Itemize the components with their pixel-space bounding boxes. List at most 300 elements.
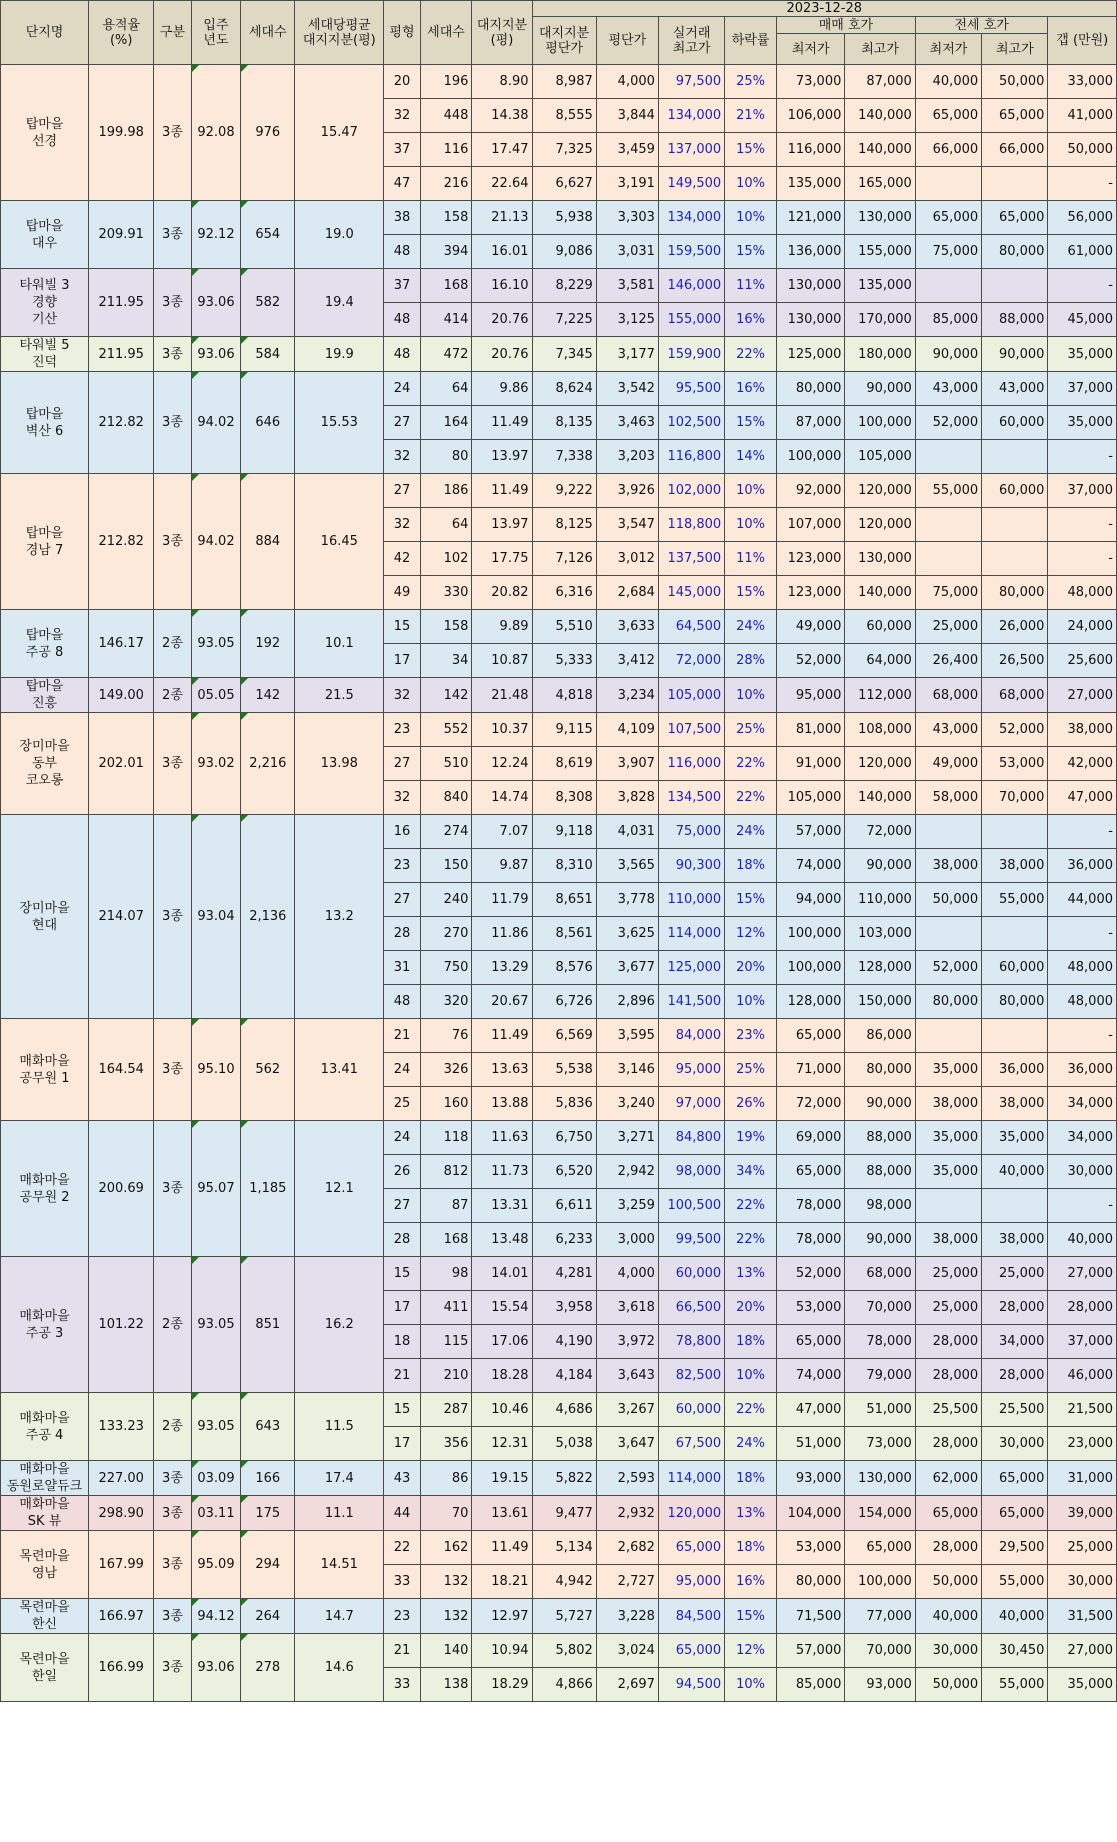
total-households: 584	[241, 337, 295, 372]
total-households: 1,185	[241, 1121, 295, 1257]
cell-land-price: 9,086	[532, 235, 596, 269]
header-land-price: 대지지분 평단가	[532, 17, 596, 65]
cell-real-max: 78,800	[658, 1325, 724, 1359]
cell-sale-min: 93,000	[777, 1461, 845, 1496]
cell-pyeong-price: 2,682	[596, 1531, 658, 1565]
move-in-year: 92.12	[191, 201, 241, 269]
cell-land: 16.10	[472, 269, 532, 303]
cell-gap: 31,000	[1048, 1461, 1117, 1496]
cell-land: 22.64	[472, 167, 532, 201]
cell-pyeong-price: 3,012	[596, 542, 658, 576]
cell-land: 18.29	[472, 1668, 532, 1702]
cell-real-max: 145,000	[658, 576, 724, 610]
cell-jeonse-min	[915, 1019, 981, 1053]
header-jeonse-min: 최저가	[915, 34, 981, 65]
cell-land-price: 4,190	[532, 1325, 596, 1359]
zone-type: 2종	[154, 678, 191, 713]
total-households: 643	[241, 1393, 295, 1461]
cell-unit-households: 240	[420, 883, 472, 917]
cell-pyeong: 28	[384, 1223, 420, 1257]
cell-sale-max: 70,000	[845, 1291, 915, 1325]
cell-drop-rate: 10%	[725, 167, 777, 201]
cell-sale-min: 57,000	[777, 815, 845, 849]
cell-jeonse-max: 26,000	[982, 610, 1048, 644]
header-date: 2023-12-28	[532, 1, 1117, 17]
cell-real-max: 65,000	[658, 1634, 724, 1668]
cell-sale-min: 81,000	[777, 713, 845, 747]
cell-real-max: 137,000	[658, 133, 724, 167]
cell-pyeong-price: 3,625	[596, 917, 658, 951]
cell-jeonse-max	[982, 1019, 1048, 1053]
cell-jeonse-min: 55,000	[915, 474, 981, 508]
cell-jeonse-min: 49,000	[915, 747, 981, 781]
cell-pyeong-price: 4,000	[596, 65, 658, 99]
zone-type: 3종	[154, 815, 191, 1019]
avg-land-share: 11.1	[295, 1496, 384, 1531]
move-in-year: 93.05	[191, 1257, 241, 1393]
cell-land: 11.49	[472, 406, 532, 440]
cell-land: 9.86	[472, 372, 532, 406]
cell-sale-min: 47,000	[777, 1393, 845, 1427]
cell-drop-rate: 10%	[725, 1359, 777, 1393]
cell-pyeong-price: 3,633	[596, 610, 658, 644]
header-avg-land: 세대당평균 대지지분(평)	[295, 1, 384, 65]
cell-drop-rate: 22%	[725, 1223, 777, 1257]
cell-drop-rate: 10%	[725, 201, 777, 235]
cell-sale-max: 98,000	[845, 1189, 915, 1223]
cell-gap: -	[1048, 1019, 1117, 1053]
cell-jeonse-min: 30,000	[915, 1634, 981, 1668]
cell-real-max: 75,000	[658, 815, 724, 849]
cell-pyeong-price: 3,177	[596, 337, 658, 372]
cell-real-max: 94,500	[658, 1668, 724, 1702]
floor-area-ratio: 166.99	[89, 1634, 154, 1702]
cell-land-price: 8,987	[532, 65, 596, 99]
cell-pyeong: 15	[384, 1393, 420, 1427]
cell-sale-min: 135,000	[777, 167, 845, 201]
cell-land-price: 6,569	[532, 1019, 596, 1053]
cell-jeonse-min: 65,000	[915, 201, 981, 235]
header-pyeong-price: 평단가	[596, 17, 658, 65]
cell-land-price: 5,538	[532, 1053, 596, 1087]
total-households: 851	[241, 1257, 295, 1393]
cell-sale-min: 92,000	[777, 474, 845, 508]
cell-gap: 37,000	[1048, 474, 1117, 508]
cell-sale-min: 53,000	[777, 1291, 845, 1325]
cell-sale-min: 87,000	[777, 406, 845, 440]
cell-sale-max: 93,000	[845, 1668, 915, 1702]
cell-pyeong-price: 3,647	[596, 1427, 658, 1461]
cell-pyeong-price: 3,267	[596, 1393, 658, 1427]
cell-real-max: 159,900	[658, 337, 724, 372]
cell-unit-households: 142	[420, 678, 472, 713]
cell-land-price: 5,822	[532, 1461, 596, 1496]
cell-pyeong-price: 3,926	[596, 474, 658, 508]
move-in-year: 93.05	[191, 610, 241, 678]
cell-sale-min: 128,000	[777, 985, 845, 1019]
total-households: 884	[241, 474, 295, 610]
table-row	[1, 1496, 1117, 1531]
cell-unit-households: 472	[420, 337, 472, 372]
cell-unit-households: 118	[420, 1121, 472, 1155]
avg-land-share: 16.45	[295, 474, 384, 610]
cell-jeonse-max: 40,000	[982, 1599, 1048, 1634]
cell-pyeong-price: 3,547	[596, 508, 658, 542]
cell-sale-max: 140,000	[845, 781, 915, 815]
complex-name: 매화마을 SK 뷰	[1, 1496, 89, 1531]
cell-unit-households: 70	[420, 1496, 472, 1531]
cell-pyeong: 21	[384, 1634, 420, 1668]
cell-drop-rate: 15%	[725, 1599, 777, 1634]
cell-gap: 46,000	[1048, 1359, 1117, 1393]
avg-land-share: 10.1	[295, 610, 384, 678]
cell-jeonse-max	[982, 508, 1048, 542]
cell-sale-min: 57,000	[777, 1634, 845, 1668]
header-gap: 갭 (만원)	[1048, 17, 1117, 65]
cell-land-price: 5,510	[532, 610, 596, 644]
cell-jeonse-max: 55,000	[982, 883, 1048, 917]
cell-jeonse-min: 65,000	[915, 1496, 981, 1531]
complex-name: 매화마을 동원로얄듀크	[1, 1461, 89, 1496]
cell-drop-rate: 15%	[725, 235, 777, 269]
floor-area-ratio: 133.23	[89, 1393, 154, 1461]
cell-gap: 39,000	[1048, 1496, 1117, 1531]
header-far: 용적율 (%)	[89, 1, 154, 65]
cell-unit-households: 552	[420, 713, 472, 747]
cell-jeonse-max: 68,000	[982, 678, 1048, 713]
cell-sale-min: 80,000	[777, 372, 845, 406]
cell-sale-min: 71,500	[777, 1599, 845, 1634]
cell-jeonse-min: 58,000	[915, 781, 981, 815]
avg-land-share: 13.41	[295, 1019, 384, 1121]
cell-real-max: 66,500	[658, 1291, 724, 1325]
zone-type: 3종	[154, 713, 191, 815]
floor-area-ratio: 211.95	[89, 337, 154, 372]
cell-real-max: 125,000	[658, 951, 724, 985]
cell-sale-max: 130,000	[845, 1461, 915, 1496]
cell-drop-rate: 20%	[725, 1291, 777, 1325]
header-households: 세대수	[241, 1, 295, 65]
cell-jeonse-min	[915, 1189, 981, 1223]
cell-sale-max: 100,000	[845, 1565, 915, 1599]
cell-land: 11.86	[472, 917, 532, 951]
zone-type: 3종	[154, 1531, 191, 1599]
cell-unit-households: 76	[420, 1019, 472, 1053]
table-row	[1, 337, 1117, 372]
avg-land-share: 12.1	[295, 1121, 384, 1257]
cell-drop-rate: 26%	[725, 1087, 777, 1121]
complex-name: 목련마을 한일	[1, 1634, 89, 1702]
cell-sale-max: 120,000	[845, 747, 915, 781]
cell-sale-max: 90,000	[845, 1087, 915, 1121]
cell-jeonse-min: 75,000	[915, 576, 981, 610]
cell-sale-max: 180,000	[845, 337, 915, 372]
total-households: 264	[241, 1599, 295, 1634]
cell-pyeong-price: 3,234	[596, 678, 658, 713]
cell-pyeong-price: 2,684	[596, 576, 658, 610]
cell-unit-households: 140	[420, 1634, 472, 1668]
table-row	[1, 815, 1117, 849]
cell-land-price: 7,338	[532, 440, 596, 474]
floor-area-ratio: 199.98	[89, 65, 154, 201]
total-households: 278	[241, 1634, 295, 1702]
cell-gap: -	[1048, 917, 1117, 951]
cell-pyeong: 44	[384, 1496, 420, 1531]
cell-land: 10.37	[472, 713, 532, 747]
cell-pyeong: 26	[384, 1155, 420, 1189]
floor-area-ratio: 200.69	[89, 1121, 154, 1257]
avg-land-share: 19.4	[295, 269, 384, 337]
table-row	[1, 1531, 1117, 1565]
cell-drop-rate: 34%	[725, 1155, 777, 1189]
complex-name: 매화마을 공무원 1	[1, 1019, 89, 1121]
cell-jeonse-max	[982, 167, 1048, 201]
cell-jeonse-min	[915, 440, 981, 474]
cell-jeonse-min	[915, 917, 981, 951]
floor-area-ratio: 212.82	[89, 372, 154, 474]
cell-real-max: 97,000	[658, 1087, 724, 1121]
cell-jeonse-max	[982, 917, 1048, 951]
cell-sale-min: 85,000	[777, 1668, 845, 1702]
cell-gap: 23,000	[1048, 1427, 1117, 1461]
cell-drop-rate: 19%	[725, 1121, 777, 1155]
cell-land-price: 5,038	[532, 1427, 596, 1461]
cell-sale-min: 65,000	[777, 1325, 845, 1359]
header-sale-min: 최저가	[777, 34, 845, 65]
cell-real-max: 149,500	[658, 167, 724, 201]
cell-pyeong-price: 3,031	[596, 235, 658, 269]
cell-pyeong: 37	[384, 133, 420, 167]
cell-real-max: 116,800	[658, 440, 724, 474]
cell-pyeong-price: 3,146	[596, 1053, 658, 1087]
cell-drop-rate: 16%	[725, 372, 777, 406]
cell-jeonse-max: 52,000	[982, 713, 1048, 747]
move-in-year: 94.12	[191, 1599, 241, 1634]
cell-land: 20.76	[472, 303, 532, 337]
cell-unit-households: 812	[420, 1155, 472, 1189]
floor-area-ratio: 298.90	[89, 1496, 154, 1531]
cell-sale-max: 120,000	[845, 474, 915, 508]
cell-unit-households: 168	[420, 269, 472, 303]
cell-drop-rate: 18%	[725, 1531, 777, 1565]
cell-gap: 40,000	[1048, 1223, 1117, 1257]
cell-land-price: 8,125	[532, 508, 596, 542]
cell-land: 11.49	[472, 1019, 532, 1053]
cell-land: 13.61	[472, 1496, 532, 1531]
cell-sale-min: 91,000	[777, 747, 845, 781]
cell-sale-min: 121,000	[777, 201, 845, 235]
avg-land-share: 13.2	[295, 815, 384, 1019]
cell-unit-households: 356	[420, 1427, 472, 1461]
cell-land: 11.49	[472, 474, 532, 508]
cell-land-price: 8,619	[532, 747, 596, 781]
move-in-year: 03.09	[191, 1461, 241, 1496]
zone-type: 3종	[154, 1121, 191, 1257]
cell-drop-rate: 16%	[725, 1565, 777, 1599]
header-pyeong: 평형	[384, 1, 420, 65]
move-in-year: 93.05	[191, 1393, 241, 1461]
cell-drop-rate: 28%	[725, 644, 777, 678]
cell-pyeong-price: 3,271	[596, 1121, 658, 1155]
cell-land: 17.06	[472, 1325, 532, 1359]
cell-gap: 61,000	[1048, 235, 1117, 269]
cell-jeonse-max: 38,000	[982, 1087, 1048, 1121]
total-households: 2,216	[241, 713, 295, 815]
cell-pyeong-price: 3,595	[596, 1019, 658, 1053]
cell-jeonse-min	[915, 542, 981, 576]
cell-pyeong: 47	[384, 167, 420, 201]
zone-type: 3종	[154, 1496, 191, 1531]
cell-real-max: 107,500	[658, 713, 724, 747]
total-households: 562	[241, 1019, 295, 1121]
cell-land-price: 6,750	[532, 1121, 596, 1155]
cell-pyeong-price: 2,896	[596, 985, 658, 1019]
cell-land-price: 8,229	[532, 269, 596, 303]
cell-land-price: 6,611	[532, 1189, 596, 1223]
cell-sale-max: 100,000	[845, 406, 915, 440]
cell-gap: 30,000	[1048, 1155, 1117, 1189]
cell-gap: 38,000	[1048, 713, 1117, 747]
cell-jeonse-min: 38,000	[915, 1223, 981, 1257]
total-households: 142	[241, 678, 295, 713]
header-sale-max: 최고가	[845, 34, 915, 65]
move-in-year: 95.10	[191, 1019, 241, 1121]
cell-sale-min: 53,000	[777, 1531, 845, 1565]
floor-area-ratio: 101.22	[89, 1257, 154, 1393]
cell-sale-max: 88,000	[845, 1121, 915, 1155]
cell-jeonse-max: 65,000	[982, 1461, 1048, 1496]
cell-land-price: 4,818	[532, 678, 596, 713]
cell-gap: 30,000	[1048, 1565, 1117, 1599]
complex-name: 목련마을 영남	[1, 1531, 89, 1599]
cell-jeonse-min: 50,000	[915, 1565, 981, 1599]
cell-pyeong-price: 3,000	[596, 1223, 658, 1257]
cell-land: 13.31	[472, 1189, 532, 1223]
zone-type: 3종	[154, 65, 191, 201]
cell-jeonse-min: 38,000	[915, 849, 981, 883]
cell-drop-rate: 10%	[725, 508, 777, 542]
cell-sale-min: 125,000	[777, 337, 845, 372]
cell-real-max: 60,000	[658, 1393, 724, 1427]
cell-unit-households: 162	[420, 1531, 472, 1565]
cell-land-price: 9,118	[532, 815, 596, 849]
cell-jeonse-max: 30,000	[982, 1427, 1048, 1461]
cell-real-max: 134,500	[658, 781, 724, 815]
cell-sale-max: 103,000	[845, 917, 915, 951]
complex-name: 탑마을 대우	[1, 201, 89, 269]
cell-real-max: 120,000	[658, 1496, 724, 1531]
cell-unit-households: 150	[420, 849, 472, 883]
cell-unit-households: 34	[420, 644, 472, 678]
move-in-year: 03.11	[191, 1496, 241, 1531]
cell-drop-rate: 15%	[725, 576, 777, 610]
cell-jeonse-min: 28,000	[915, 1359, 981, 1393]
cell-sale-min: 49,000	[777, 610, 845, 644]
cell-pyeong-price: 4,000	[596, 1257, 658, 1291]
cell-real-max: 67,500	[658, 1427, 724, 1461]
cell-gap: -	[1048, 542, 1117, 576]
cell-unit-households: 510	[420, 747, 472, 781]
cell-sale-min: 65,000	[777, 1019, 845, 1053]
total-households: 175	[241, 1496, 295, 1531]
cell-pyeong: 48	[384, 985, 420, 1019]
cell-jeonse-min: 25,500	[915, 1393, 981, 1427]
cell-pyeong: 49	[384, 576, 420, 610]
cell-pyeong: 21	[384, 1019, 420, 1053]
cell-land: 10.94	[472, 1634, 532, 1668]
cell-jeonse-min: 25,000	[915, 1257, 981, 1291]
complex-name: 탑마을 진흥	[1, 678, 89, 713]
header-zone: 구분	[154, 1, 191, 65]
cell-drop-rate: 24%	[725, 1427, 777, 1461]
cell-real-max: 105,000	[658, 678, 724, 713]
cell-pyeong-price: 3,203	[596, 440, 658, 474]
cell-pyeong: 42	[384, 542, 420, 576]
cell-sale-max: 130,000	[845, 542, 915, 576]
cell-sale-min: 69,000	[777, 1121, 845, 1155]
table-row	[1, 269, 1117, 303]
cell-land: 18.28	[472, 1359, 532, 1393]
cell-jeonse-max: 25,500	[982, 1393, 1048, 1427]
cell-pyeong: 27	[384, 474, 420, 508]
cell-jeonse-max: 30,450	[982, 1634, 1048, 1668]
cell-jeonse-min: 65,000	[915, 99, 981, 133]
cell-sale-max: 65,000	[845, 1531, 915, 1565]
cell-sale-min: 123,000	[777, 542, 845, 576]
header-sale-ask: 매매 호가	[777, 17, 916, 34]
cell-jeonse-min: 66,000	[915, 133, 981, 167]
cell-drop-rate: 25%	[725, 1053, 777, 1087]
cell-sale-min: 74,000	[777, 849, 845, 883]
cell-sale-min: 65,000	[777, 1155, 845, 1189]
move-in-year: 93.06	[191, 337, 241, 372]
cell-land-price: 6,627	[532, 167, 596, 201]
avg-land-share: 13.98	[295, 713, 384, 815]
complex-name: 탑마을 벽산 6	[1, 372, 89, 474]
header-drop-rate: 하락률	[725, 17, 777, 65]
cell-real-max: 82,500	[658, 1359, 724, 1393]
cell-land: 18.21	[472, 1565, 532, 1599]
cell-pyeong-price: 3,907	[596, 747, 658, 781]
cell-gap: 35,000	[1048, 406, 1117, 440]
cell-land: 15.54	[472, 1291, 532, 1325]
move-in-year: 95.09	[191, 1531, 241, 1599]
cell-pyeong: 15	[384, 1257, 420, 1291]
cell-drop-rate: 23%	[725, 1019, 777, 1053]
cell-sale-max: 154,000	[845, 1496, 915, 1531]
floor-area-ratio: 212.82	[89, 474, 154, 610]
cell-jeonse-max: 55,000	[982, 1565, 1048, 1599]
cell-sale-max: 105,000	[845, 440, 915, 474]
table-row	[1, 713, 1117, 747]
cell-land-price: 4,866	[532, 1668, 596, 1702]
cell-sale-max: 110,000	[845, 883, 915, 917]
cell-sale-min: 100,000	[777, 917, 845, 951]
cell-land-price: 4,942	[532, 1565, 596, 1599]
cell-jeonse-max: 40,000	[982, 1155, 1048, 1189]
cell-unit-households: 160	[420, 1087, 472, 1121]
cell-drop-rate: 11%	[725, 542, 777, 576]
cell-sale-max: 90,000	[845, 849, 915, 883]
total-households: 976	[241, 65, 295, 201]
cell-gap: -	[1048, 815, 1117, 849]
cell-gap: 50,000	[1048, 133, 1117, 167]
cell-unit-households: 80	[420, 440, 472, 474]
floor-area-ratio: 202.01	[89, 713, 154, 815]
floor-area-ratio: 167.99	[89, 1531, 154, 1599]
floor-area-ratio: 214.07	[89, 815, 154, 1019]
cell-unit-households: 394	[420, 235, 472, 269]
